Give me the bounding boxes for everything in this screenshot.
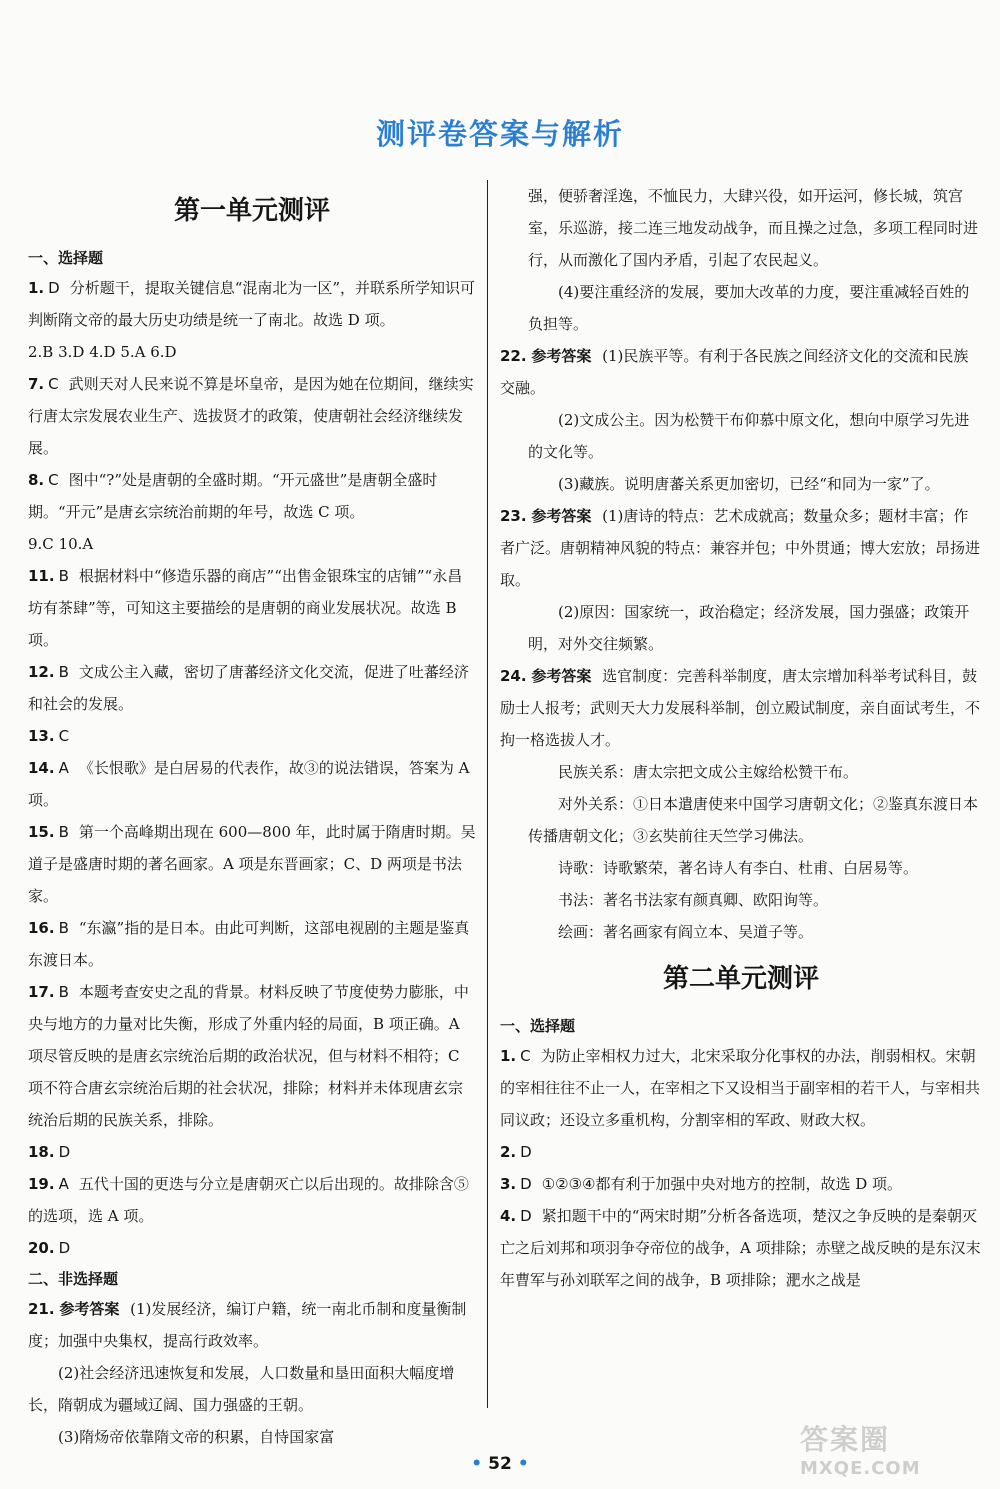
item-number: 8.: [28, 471, 45, 489]
left-column: [28, 180, 476, 1453]
page-number-text: 52: [488, 1454, 512, 1474]
unit-title: 第二单元测评: [662, 964, 819, 994]
answer-paragraph: 诗歌：诗歌繁荣，著名诗人有李白、杜甫、白居易等。: [558, 859, 919, 877]
answer-item: [28, 976, 476, 1136]
answer-item: [28, 560, 476, 656]
answer-item: [28, 1232, 476, 1264]
answer-item: [500, 500, 982, 596]
answer-choice: C: [520, 1047, 531, 1065]
answer-text: 分析题干，提取关键信息“混南北为一区”，并联系所学知识可判断隋文帝的最大历史功绩是统一了南北。故选 D 项。: [28, 279, 476, 329]
answer-choice: A: [58, 1175, 69, 1193]
answer-paragraph: (4)要注重经济的发展，要加大改革的力度，要注重减轻百姓的负担等。: [528, 283, 970, 333]
answer-item: [500, 1040, 982, 1136]
right-column: [500, 180, 982, 1296]
item-number: 18.: [28, 1143, 55, 1161]
item-number: 24.: [500, 667, 527, 685]
item-number: 22.: [500, 347, 527, 365]
answer-text: 2.B 3.D 4.D 5.A 6.D: [28, 343, 177, 361]
answer-item: [28, 1293, 476, 1357]
answer-paragraph: 对外关系：①日本遣唐使来中国学习唐朝文化；②鉴真东渡日本传播唐朝文化；③玄奘前往天竺学习佛法。: [528, 795, 979, 845]
answer-list: [28, 272, 476, 1264]
watermark-url: MXQE.COM: [800, 1458, 921, 1479]
answer-choice: B: [58, 919, 69, 937]
item-number: 16.: [28, 919, 55, 937]
unit-title: 第一单元测评: [173, 196, 330, 226]
answer-paragraph: (3)隋炀帝依靠隋文帝的积累，自恃国家富: [58, 1428, 335, 1446]
item-number: 15.: [28, 823, 55, 841]
answer-choice: C: [58, 727, 70, 745]
item-number: 4.: [500, 1207, 517, 1225]
answer-item: [500, 1168, 982, 1200]
answer-choice: D: [48, 279, 60, 297]
answer-text: 为防止宰相权力过大，北宋采取分化事权的办法，削弱相权。宋朝的宰相往往不止一人，在宰相之下又设相当于副宰相的若干人，与宰相共同议政；还设立多重机构，分割宰相的军政、财政大权。: [500, 1047, 981, 1129]
answer-item: [28, 816, 476, 912]
answer-text: 9.C 10.A: [28, 535, 94, 553]
answer-text: “东瀛”指的是日本。由此可判断，这部电视剧的主题是鉴真东渡日本。: [28, 919, 470, 969]
answer-item: [500, 660, 982, 756]
answer-item: [28, 720, 476, 752]
answer-text: 文成公主入藏，密切了唐蕃经济文化交流，促进了吐蕃经济和社会的发展。: [28, 663, 469, 713]
item-number: 14.: [28, 759, 55, 777]
answer-paragraph: 绘画：著名画家有阎立本、吴道子等。: [558, 923, 814, 941]
answer-choice: D: [58, 1143, 71, 1161]
answer-item: [28, 272, 476, 336]
section-title: 一、选择题: [28, 249, 104, 267]
watermark-logo-text: 答案圈: [800, 1423, 891, 1456]
bullet-icon: •: [471, 1454, 483, 1474]
answer-paragraph: 强，便骄奢淫逸，不恤民力，大肆兴役，如开运河，修长城，筑宫室，乐巡游，接二连三地发动战争，而且操之过急，多项工程同时进行，从而激化了国内矛盾，引起了农民起义。: [528, 187, 979, 269]
answer-label: 参考答案: [531, 347, 592, 365]
answer-text: (1)唐诗的特点：艺术成就高；数量众多；题材丰富；作者广泛。唐朝精神风貌的特点：兼容并包；中外贯通；博大宏放；昂扬进取。: [500, 507, 981, 589]
answer-paragraph: (2)原因：国家统一，政治稳定；经济发展，国力强盛；政策开明，对外交往频繁。: [528, 603, 970, 653]
section-title: 一、选择题: [500, 1017, 576, 1035]
answer-item: [28, 912, 476, 976]
answer-choice: C: [48, 375, 59, 393]
answer-choice: D: [520, 1207, 532, 1225]
answer-paragraph: 民族关系：唐太宗把文成公主嫁给松赞干布。: [558, 763, 859, 781]
answer-text: (1)发展经济，编订户籍，统一南北币制和度量衡制度；加强中央集权，提高行政效率。: [28, 1300, 467, 1350]
column-divider: [487, 180, 488, 1408]
answer-choice: B: [58, 823, 69, 841]
answer-paragraph: (2)文成公主。因为松赞干布仰慕中原文化，想向中原学习先进的文化等。: [528, 411, 970, 461]
answer-item: [28, 656, 476, 720]
answer-paragraph: 书法：著名书法家有颜真卿、欧阳询等。: [558, 891, 829, 909]
answer-text: 本题考查安史之乱的背景。材料反映了节度使势力膨胀，中央与地方的力量对比失衡，形成了外重内轻的局面，B 项正确。A 项尽管反映的是唐玄宗统治后期的政治状况，但与材料不相符；C 项不符合唐玄宗统治后期的社会状况，排除；材料并未体现唐玄宗统治后期的民族关系，排除。: [28, 983, 469, 1129]
bullet-icon: •: [517, 1454, 529, 1474]
item-number: 2.: [500, 1143, 517, 1161]
watermark: [800, 1418, 990, 1484]
item-number: 21.: [28, 1300, 55, 1318]
item-number: 1.: [500, 1047, 517, 1065]
page-title: 测评卷答案与解析: [375, 117, 624, 151]
answer-item: [28, 752, 476, 816]
answer-text: 武则天对人民来说不算是坏皇帝，是因为她在位期间，继续实行唐太宗发展农业生产、选拔贤才的政策，使唐朝社会经济继续发展。: [28, 375, 474, 457]
item-number: 13.: [28, 727, 55, 745]
answer-choice: C: [48, 471, 59, 489]
item-number: 23.: [500, 507, 527, 525]
answer-text: 选官制度：完善科举制度，唐太宗增加科举考试科目，鼓励士人报考；武则天大力发展科举制，创立殿试制度，亲自面试考生，不拘一格选拔人才。: [500, 667, 981, 749]
answer-choice: D: [520, 1143, 532, 1161]
answer-item: [28, 528, 476, 560]
answer-item: [28, 464, 476, 528]
answer-choice: D: [520, 1175, 532, 1193]
item-number: 3.: [500, 1175, 517, 1193]
answer-choice: A: [58, 759, 69, 777]
answer-item: [28, 368, 476, 464]
answer-text: 图中“?”处是唐朝的全盛时期。“开元盛世”是唐朝全盛时期。“开元”是唐玄宗统治前期的年号，故选 C 项。: [28, 471, 438, 521]
item-number: 7.: [28, 375, 45, 393]
answer-choice: D: [58, 1239, 71, 1257]
answer-list: [500, 1040, 982, 1296]
item-number: 20.: [28, 1239, 55, 1257]
answer-text: (1)民族平等。有利于各民族之间经济文化的交流和民族交融。: [500, 347, 969, 397]
answer-item: [28, 1168, 476, 1232]
item-number: 1.: [28, 279, 45, 297]
answer-text: 《长恨歌》是白居易的代表作，故③的说法错误，答案为 A 项。: [28, 759, 470, 809]
answer-text: 五代十国的更迭与分立是唐朝灭亡以后出现的。故排除含⑤的选项，选 A 项。: [28, 1175, 469, 1225]
answer-paragraph: (3)藏族。说明唐蕃关系更加密切，已经“和同为一家”了。: [558, 475, 940, 493]
item-number: 19.: [28, 1175, 55, 1193]
answer-item: [500, 340, 982, 404]
answer-paragraph: (2)社会经济迅速恢复和发展，人口数量和垦田面积大幅度增长，隋朝成为疆域辽阔、国力强盛的王朝。: [28, 1364, 455, 1414]
item-number: 11.: [28, 567, 55, 585]
answer-text: 第一个高峰期出现在 600—800 年，此时属于隋唐时期。吴道子是盛唐时期的著名画家。A 项是东晋画家；C、D 两项是书法家。: [28, 823, 476, 905]
item-number: 12.: [28, 663, 55, 681]
item-number: 17.: [28, 983, 55, 1001]
answer-choice: B: [58, 663, 69, 681]
section-title: 二、非选择题: [28, 1270, 119, 1288]
answer-label: 参考答案: [59, 1300, 120, 1318]
answer-label: 参考答案: [531, 507, 592, 525]
answer-choice: B: [58, 983, 69, 1001]
answer-item: [28, 1136, 476, 1168]
answer-item: [500, 1200, 982, 1296]
answer-label: 参考答案: [531, 667, 592, 685]
answer-item: [500, 1136, 982, 1168]
answer-text: ①②③④都有利于加强中央对地方的控制，故选 D 项。: [541, 1175, 903, 1193]
answer-item: [28, 336, 476, 368]
answer-choice: B: [58, 567, 69, 585]
answer-text: 根据材料中“修造乐器的商店”“出售金银珠宝的店铺”“永昌坊有茶肆”等，可知这主要描绘的是唐朝的商业发展状况。故选 B 项。: [28, 567, 463, 649]
answer-text: 紧扣题干中的“两宋时期”分析各备选项，楚汉之争反映的是秦朝灭亡之后刘邦和项羽争夺帝位的战争，A 项排除；赤壁之战反映的是东汉末年曹军与孙刘联军之间的战争，B 项排除；淝水之战是: [500, 1207, 981, 1289]
